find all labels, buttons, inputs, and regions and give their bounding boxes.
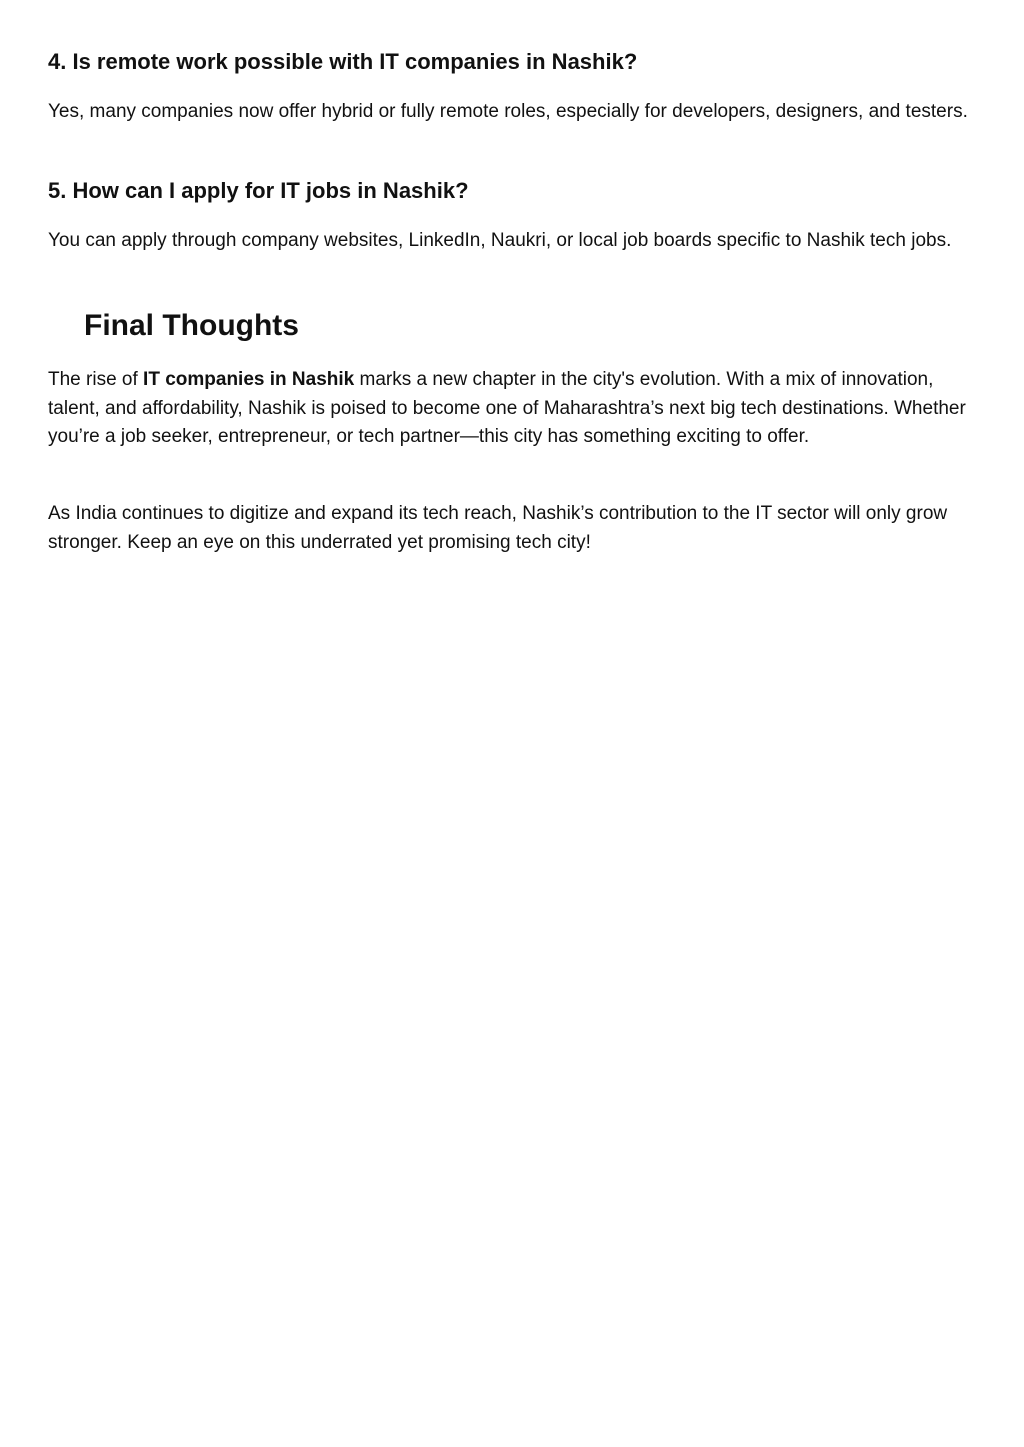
faq-question-4: 4. Is remote work possible with IT companies in Nashik?	[48, 49, 638, 74]
paragraph-1-bold-keyword: IT companies in Nashik	[143, 369, 355, 390]
faq-question-5: 5. How can I apply for IT jobs in Nashik?	[48, 178, 469, 203]
section-title-final-thoughts: Final Thoughts	[84, 309, 299, 342]
faq-answer-5: You can apply through company websites, LinkedIn, Naukri, or local job boards specific to Nashik tech jobs.	[48, 230, 952, 251]
final-thoughts-paragraph-1	[48, 366, 978, 452]
faq-answer-4: Yes, many companies now offer hybrid or fully remote roles, especially for developers, designers, and testers.	[48, 101, 968, 122]
paragraph-1-suffix: marks a new chapter in the city's evolution. With a mix of innovation, talent, and affordability, Nashik is poised to become one of Maharashtra’s next big tech destinations. Whether you’re a job seeker, entrepreneur, or tech partner—this city has something exciting to offer.	[48, 369, 966, 447]
final-thoughts-paragraph-2: As India continues to digitize and expand its tech reach, Nashik’s contribution to the IT sector will only grow stronger. Keep an eye on this underrated yet promising tech city!	[48, 503, 948, 553]
paragraph-1-prefix: The rise of	[48, 369, 144, 390]
